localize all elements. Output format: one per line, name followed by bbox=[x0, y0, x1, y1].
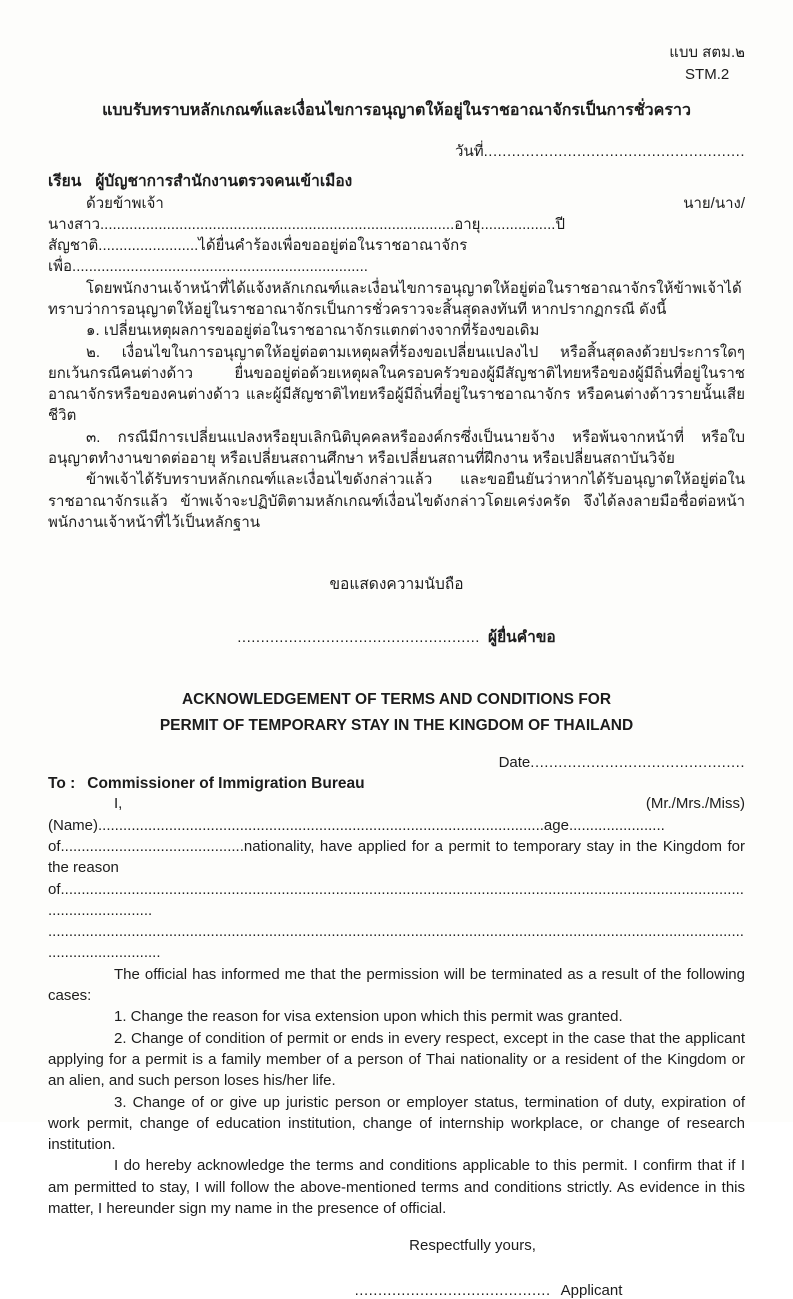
english-condition-item-3: 3. Change of or give up juristic person or employer status, termination of duty, expiration of work permit, change of education institution, change of internship workplace, or change of research institution. bbox=[48, 1093, 745, 1154]
form-code-en: STM.2 bbox=[685, 65, 730, 83]
thai-signature-row bbox=[48, 624, 745, 649]
thai-condition-item-3: ๓. กรณีมีการเปลี่ยนแปลงหรือยุบเลิกนิติบุคคลหรือองค์กรซึ่งเป็นนายจ้าง หรือพ้นจากหน้าที่ หรือใบอนุญาตทำงานขาดต่ออายุ หรือเปลี่ยนสถานศึกษา หรือเปลี่ยนสถานที่ฝึกงาน หรือเปลี่ยนสถาบันวิจัย bbox=[48, 428, 745, 468]
thai-acknowledgement-paragraph: ข้าพเจ้าได้รับทราบหลักเกณฑ์และเงื่อนไขดังกล่าวแล้ว และขอยืนยันว่าหากได้รับอนุญาตให้อยู่ต่อในราชอาณาจักรแล้ว ข้าพเจ้าจะปฏิบัติตามหลักเกณฑ์เงื่อนไขดังกล่าวโดยเคร่งครัด จึงได้ลงลายมือชื่อต่อหน้าพนักงานเจ้าหน้าที่ไว้เป็นหลักฐาน bbox=[48, 471, 745, 531]
english-nationality-paragraph: of............................................nationality, have applied for a permit to temporary stay in the Kingdom for the reason bbox=[48, 837, 745, 877]
thai-date-label: วันที่ bbox=[455, 142, 484, 160]
english-to-line bbox=[48, 775, 745, 793]
english-condition-item-2: 2. Change of condition of permit or ends in every respect, except in the case that the applicant applying for a permit is a family member of a person of Thai nationality or a resident of the Kingdom or an alien, and such person loses his/her life. bbox=[48, 1029, 745, 1090]
english-signature-line: .......................................... bbox=[354, 1282, 551, 1299]
english-reason-fill-line-1: of............................................................................................................................................................................................. bbox=[48, 880, 744, 919]
english-closing-phrase: Respectfully yours, bbox=[409, 1237, 536, 1255]
thai-condition-item-1: ๑. เปลี่ยนเหตุผลการขออยู่ต่อในราชอาณาจักรแตกต่างจากที่ร้องขอเดิม bbox=[86, 322, 540, 340]
thai-date-line bbox=[48, 139, 745, 163]
english-to-label: To : bbox=[48, 775, 76, 793]
thai-condition-item-2: ๒. เงื่อนไขในการอนุญาตให้อยู่ต่อตามเหตุผลที่ร้องขอเปลี่ยนแปลงไป หรือสิ้นสุดลงด้วยประการใดๆ ยกเว้นกรณีคนต่างด้าว ยื่นขออยู่ต่อด้วยเหตุผลในครอบครัวของผู้มีสัญชาติไทยหรือของผู้มีถิ่นที่อยู่ในราชอาณาจักรหรือของคนต่างด้าว และผู้มีสัญชาติไทยหรือผู้มีถิ่นที่อยู่ในราชอาณาจักร หรือคนต่างด้าวรายนั้นเสียชีวิต bbox=[48, 343, 745, 425]
thai-signature-line: .................................................... bbox=[237, 629, 480, 647]
thai-document-title: แบบรับทราบหลักเกณฑ์และเงื่อนไขการอนุญาตให้อยู่ในราชอาณาจักรเป็นการชั่วคราว bbox=[102, 101, 691, 119]
english-reason-fill-line-2: .................................................................................................................................................................................................. bbox=[48, 923, 744, 962]
english-title-line-1: ACKNOWLEDGEMENT OF TERMS AND CONDITIONS FOR bbox=[181, 691, 612, 709]
form-code-block bbox=[669, 42, 745, 86]
english-acknowledgement-paragraph: I do hereby acknowledge the terms and conditions applicable to this permit. I confirm that if I am permitted to stay, I will follow the above-mentioned terms and conditions strictly. As evidence in this matter, I hereunder sign my name in the presence of official. bbox=[48, 1157, 745, 1218]
thai-salutation-value: ผู้บัญชาการสำนักงานตรวจคนเข้าเมือง bbox=[95, 172, 353, 190]
thai-salutation-label: เรียน bbox=[48, 172, 82, 190]
thai-signature-label: ผู้ยื่นคำขอ bbox=[487, 629, 556, 647]
english-signature-row bbox=[140, 1282, 793, 1299]
english-to-value: Commissioner of Immigration Bureau bbox=[87, 775, 365, 793]
english-notice-paragraph: The official has informed me that the permission will be terminated as a result of the following cases: bbox=[48, 965, 745, 1005]
english-date-fill-line: .............................................. bbox=[530, 754, 745, 772]
english-title-line-2: PERMIT OF TEMPORARY STAY IN THE KINGDOM OF THAILAND bbox=[159, 716, 634, 734]
thai-nationality-paragraph: สัญชาติ........................ได้ยื่นคำร้องเพื่อขออยู่ต่อในราชอาณาจักรเพื่อ....................................................................... bbox=[48, 237, 468, 276]
thai-intro-paragraph: ด้วยข้าพเจ้า นาย/นาง/นางสาว.....................................................................................อายุ..................ปี bbox=[48, 194, 745, 233]
thai-date-fill-line: ........................................................ bbox=[483, 142, 745, 160]
form-code-thai: แบบ สตม.๒ bbox=[669, 44, 745, 61]
thai-closing-phrase: ขอแสดงความนับถือ bbox=[329, 576, 464, 594]
english-date-line bbox=[48, 754, 745, 771]
english-date-label: Date bbox=[498, 754, 531, 772]
english-signature-label: Applicant bbox=[560, 1282, 623, 1299]
english-document-title bbox=[48, 687, 745, 738]
thai-salutation bbox=[48, 168, 745, 193]
english-name-paragraph: I, (Mr./Mrs./Miss) (Name)...........................................................................................................age....................... bbox=[48, 795, 745, 834]
thai-notice-paragraph: โดยพนักงานเจ้าหน้าที่ได้แจ้งหลักเกณฑ์และเงื่อนไขการอนุญาตให้อยู่ต่อในราชอาณาจักรให้ข้าพเจ้าได้ทราบว่าการอนุญาตให้อยู่ในราชอาณาจักรเป็นการชั่วคราวจะสิ้นสุดลงทันที หากปรากฏกรณี ดังนี้ bbox=[48, 279, 742, 318]
english-condition-item-1: 1. Change the reason for visa extension upon which this permit was granted. bbox=[114, 1008, 623, 1026]
